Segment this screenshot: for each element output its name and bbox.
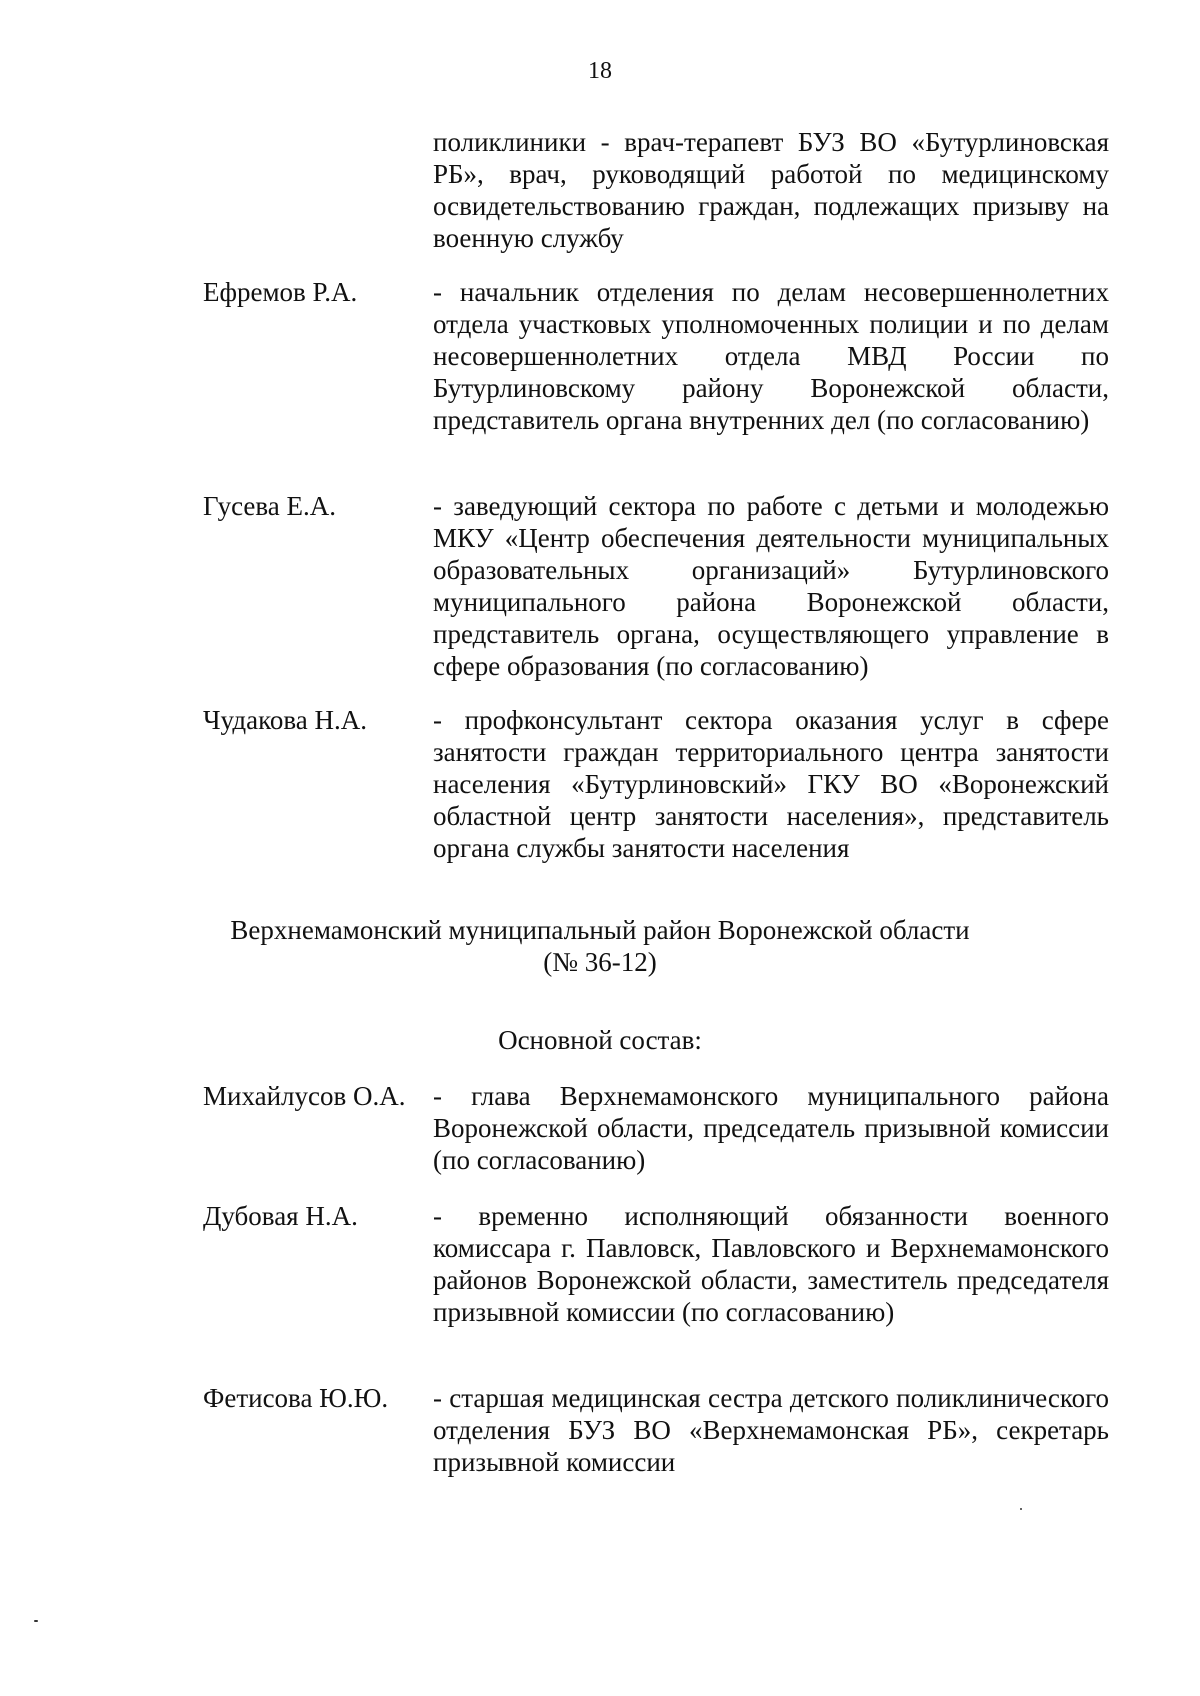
member-name: Фетисова Ю.Ю. xyxy=(203,1383,389,1413)
member-description: - профконсультант сектора оказания услуг в сфере занятости граждан территориального центра занятости населения «Бутурлиновский» ГКУ ВО «Воронежский областной центр занятости населения», представитель органа службы занятости населения xyxy=(433,705,1109,863)
member-description: - начальник отделения по делам несовершеннолетних отдела участковых уполномоченных полиции и по делам несовершеннолетних отдела МВД России по Бутурлиновскому району Воронежской области, представитель органа внутренних дел (по согласованию) xyxy=(433,277,1109,435)
district-heading: Верхнемамонский муниципальный район Воронежской области xyxy=(230,915,970,945)
member-name: Дубовая Н.А. xyxy=(203,1201,358,1231)
member-name: Чудакова Н.А. xyxy=(203,705,367,735)
composition-heading: Основной состав: xyxy=(498,1025,702,1055)
member-name: Михайлусов О.А. xyxy=(203,1081,406,1111)
member-description: - глава Верхнемамонского муниципального района Воронежской области, председатель призывной комиссии (по согласованию) xyxy=(433,1081,1109,1175)
district-number: (№ 36-12) xyxy=(543,947,657,977)
page-number: 18 xyxy=(588,58,612,84)
member-name: Гусева Е.А. xyxy=(203,491,336,521)
scan-speck xyxy=(1020,1508,1022,1510)
member-description: - временно исполняющий обязанности военного комиссара г. Павловск, Павловского и Верхнемамонского районов Воронежской области, заместитель председателя призывной комиссии (по согласованию) xyxy=(433,1201,1109,1327)
member-description: поликлиники - врач-терапевт БУЗ ВО «Бутурлиновская РБ», врач, руководящий работой по медицинскому освидетельствованию граждан, подлежащих призыву на военную службу xyxy=(433,127,1109,253)
scan-speck xyxy=(34,1620,38,1622)
member-description: - заведующий сектора по работе с детьми и молодежью МКУ «Центр обеспечения деятельности муниципальных образовательных организаций» Бутурлиновского муниципального района Воронежской области, представитель органа, осуществляющего управление в сфере образования (по согласованию) xyxy=(433,491,1109,681)
member-name: Ефремов Р.А. xyxy=(203,277,358,307)
member-description: - старшая медицинская сестра детского поликлинического отделения БУЗ ВО «Верхнемамонская РБ», секретарь призывной комиссии xyxy=(433,1383,1109,1477)
